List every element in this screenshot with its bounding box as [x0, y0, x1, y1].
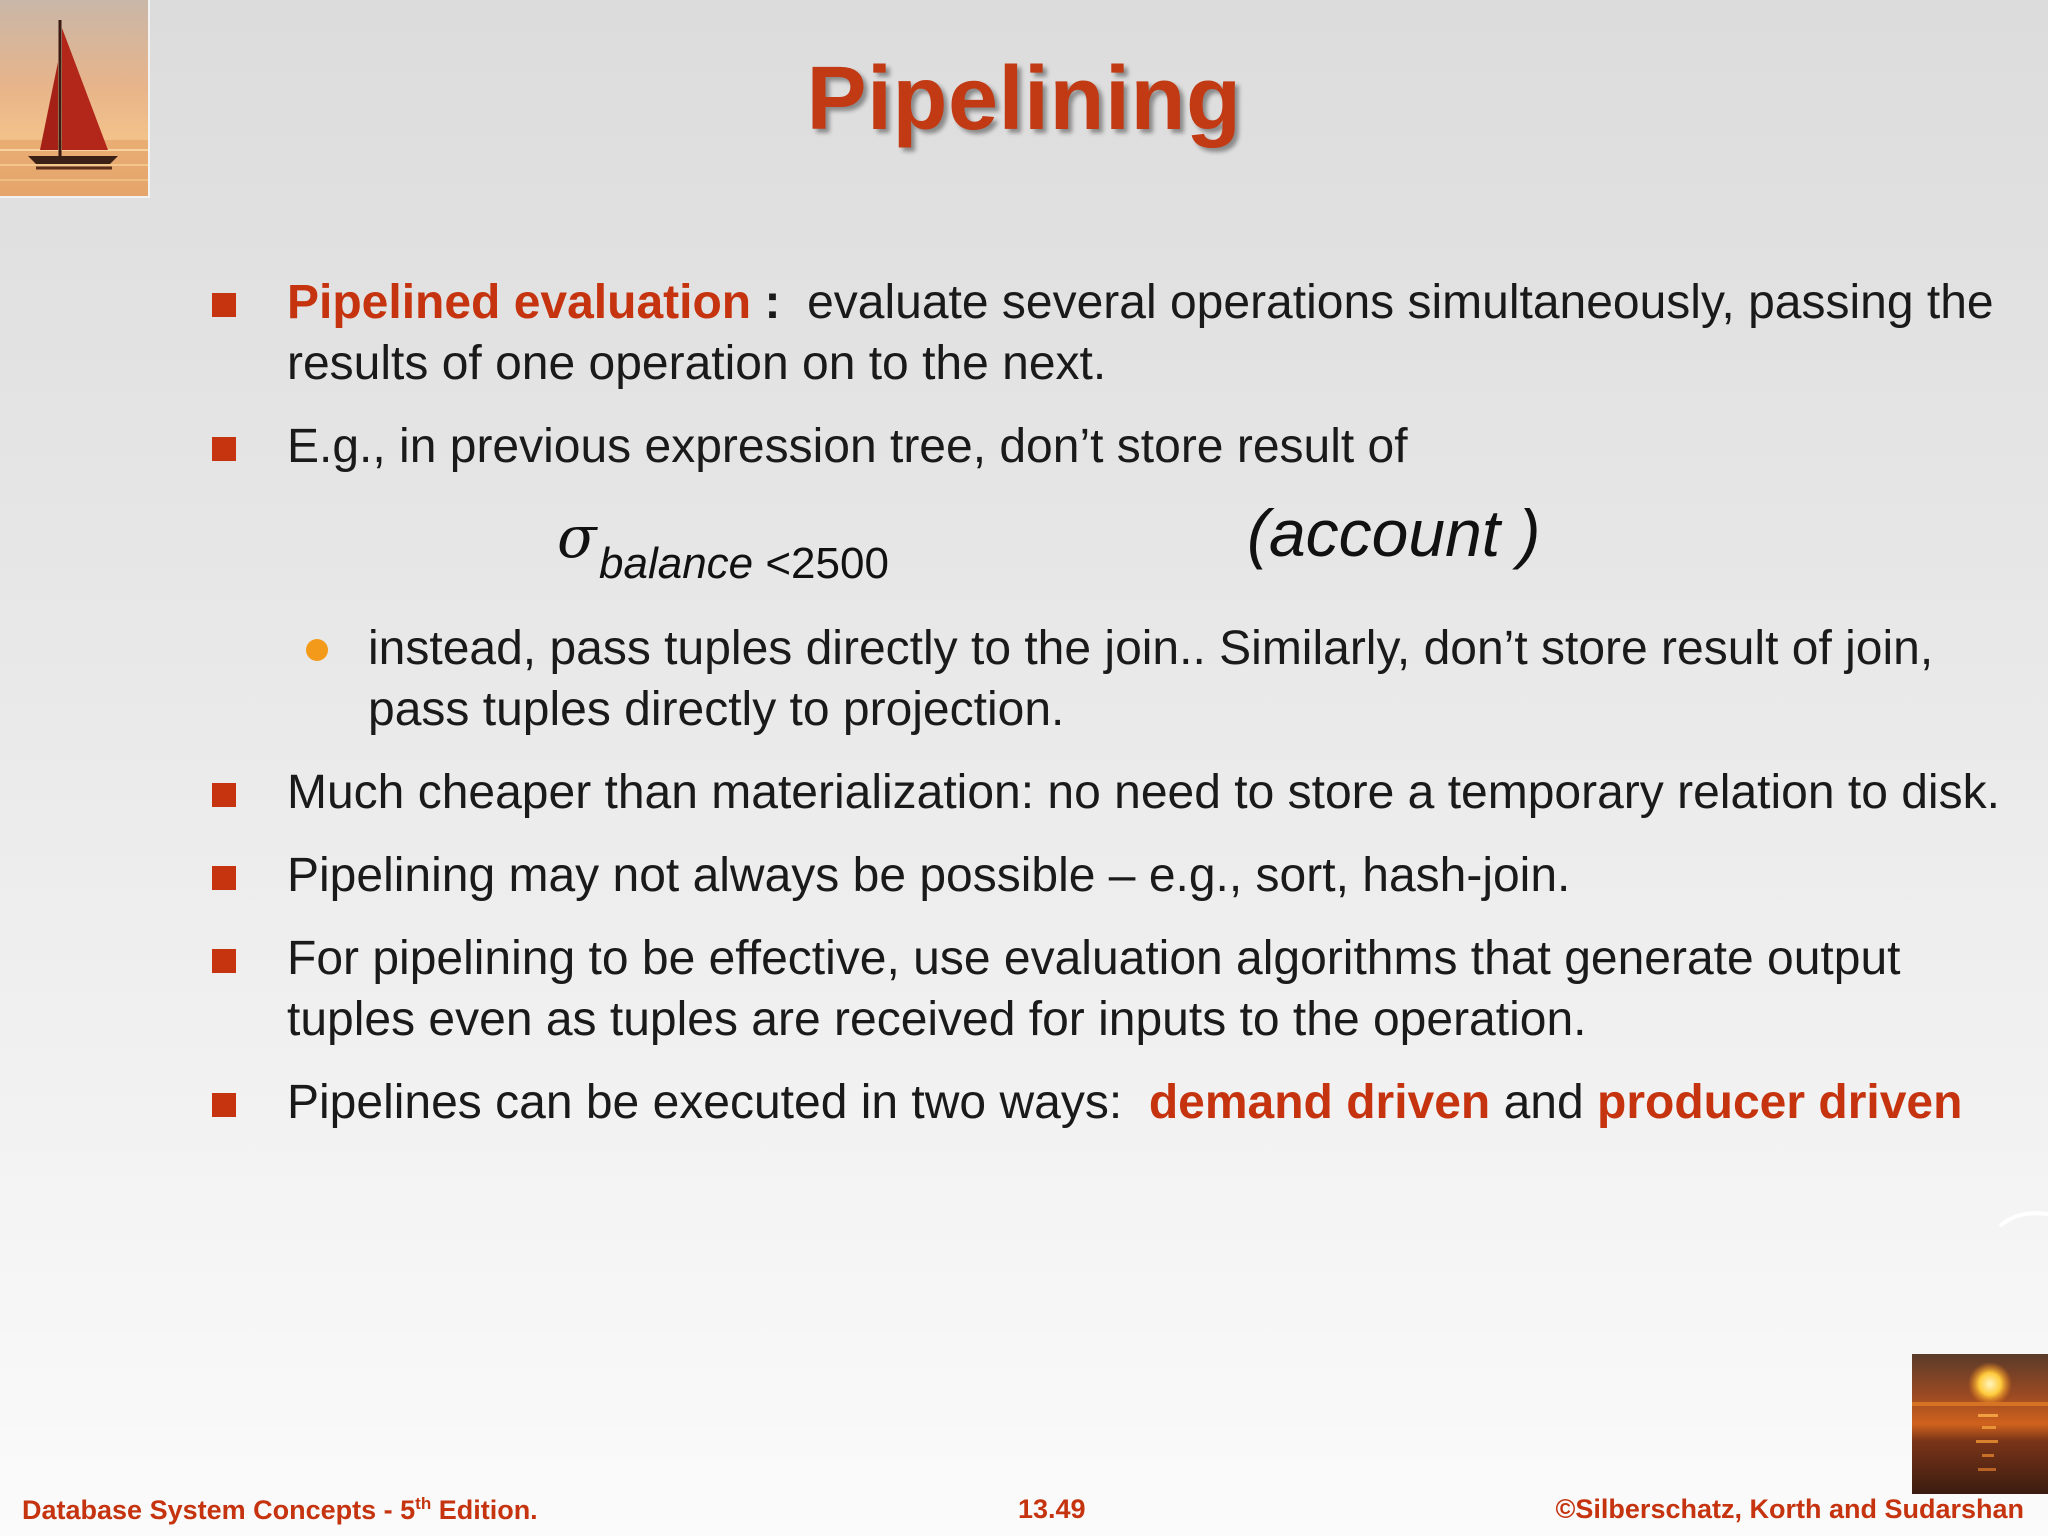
slide-content	[212, 272, 2012, 1155]
bullet-pipelined-evaluation	[212, 272, 2007, 394]
square-bullet-icon	[212, 1093, 236, 1117]
bullet-text: E.g., in previous expression tree, don’t store result of	[287, 420, 1408, 473]
round-bullet-icon	[306, 639, 328, 661]
square-bullet-icon	[212, 949, 236, 973]
subscript-condition: <2500	[753, 539, 889, 588]
bullet-text: For pipelining to be effective, use evaluation algorithms that generate output tuples even as tuples are received for inputs to the operation.	[287, 932, 1901, 1046]
bullet-not-always-possible	[212, 845, 2007, 906]
formula-subscript	[599, 539, 889, 589]
footer-book-name: Database System Concepts - 5	[22, 1495, 416, 1525]
decorative-curve-icon	[1998, 1206, 2048, 1236]
bullet-effective	[212, 928, 2007, 1050]
footer-edition-suffix: th	[415, 1494, 432, 1513]
bullet-text: Pipelines can be executed in two ways:	[287, 1076, 1149, 1129]
bullet-text: Pipelining may not always be possible – e.g., sort, hash-join.	[287, 849, 1571, 902]
term-demand-driven: demand driven	[1148, 1076, 1491, 1129]
sunset-logo-icon	[1912, 1354, 2048, 1494]
colon: :	[751, 276, 794, 329]
footer-copyright: ©Silberschatz, Korth and Sudarshan	[1555, 1494, 2024, 1524]
square-bullet-icon	[212, 866, 236, 890]
subscript-variable: balance	[599, 539, 754, 588]
formula-argument: (account )	[1247, 496, 1541, 570]
slide-number: 13.49	[1018, 1494, 1086, 1524]
footer-edition-word: Edition.	[431, 1495, 538, 1525]
sigma-symbol: σ	[557, 503, 597, 571]
term-producer-driven: producer driven	[1597, 1076, 1963, 1129]
term-pipelined-evaluation: Pipelined evaluation	[287, 276, 752, 329]
bullet-two-ways	[212, 1072, 2007, 1133]
bullet-text: Much cheaper than materialization: no need to store a temporary relation to disk.	[287, 766, 2000, 819]
square-bullet-icon	[212, 293, 236, 317]
bullet-conjunction: and	[1490, 1076, 1598, 1129]
square-bullet-icon	[212, 783, 236, 807]
bullet-text: evaluate several operations simultaneously, passing the results of one operation on to the next.	[287, 276, 1994, 390]
slide-title: Pipelining	[806, 49, 1242, 149]
selection-formula	[557, 496, 2012, 608]
bullet-example	[212, 416, 2007, 477]
sub-bullet-text: instead, pass tuples directly to the join.. Similarly, don’t store result of join, pass tuples directly to projection.	[368, 622, 1934, 736]
square-bullet-icon	[212, 437, 236, 461]
footer-book-title	[22, 1494, 538, 1526]
sub-bullet-pass-tuples	[300, 618, 2008, 740]
bullet-cheaper	[212, 762, 2007, 823]
